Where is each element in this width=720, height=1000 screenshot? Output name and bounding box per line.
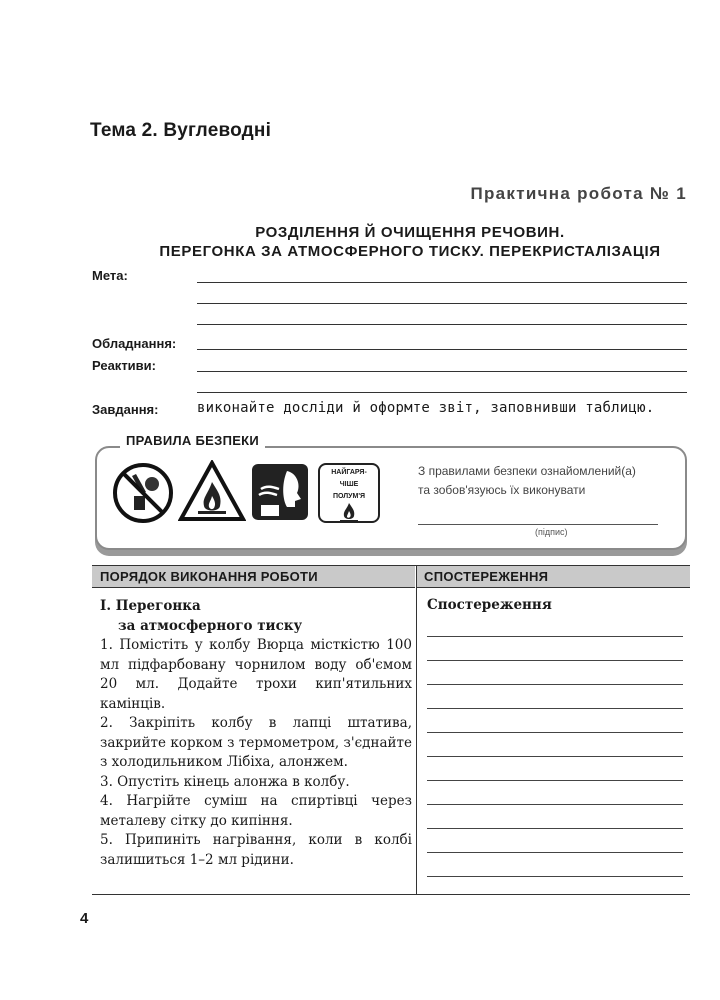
observation-line[interactable]: [427, 804, 683, 805]
step-item: 3. Опустіть кінець алонжа в колбу.: [100, 773, 350, 790]
observation-line[interactable]: [427, 636, 683, 637]
goal-line-2[interactable]: [197, 303, 687, 304]
page-number: 4: [80, 910, 89, 927]
goal-label: Мета:: [92, 268, 128, 283]
flame-sign-text-1: НАЙГАРЯ-: [331, 469, 367, 476]
equipment-label: Обладнання:: [92, 336, 177, 351]
table-bottom-border: [92, 894, 690, 895]
goal-line-1[interactable]: [197, 282, 687, 283]
signature-field[interactable]: [418, 524, 658, 525]
acknowledge-line-1: З правилами безпеки ознайомлений(а): [418, 464, 636, 478]
observation-line[interactable]: [427, 660, 683, 661]
acknowledge-line-2: та зобов'язуюсь їх виконувати: [418, 483, 586, 497]
smell-carefully-icon: [251, 463, 309, 521]
observation-line[interactable]: [427, 756, 683, 757]
topic-title: Тема 2. Вуглеводні: [90, 120, 272, 141]
goal-line-3[interactable]: [197, 324, 687, 325]
task-label: Завдання:: [92, 402, 159, 417]
reagents-line-1[interactable]: [197, 371, 687, 372]
no-eating-icon: [112, 462, 174, 524]
observation-line[interactable]: [427, 708, 683, 709]
flame-sign-text-3: ПОЛУМ'Я: [332, 493, 366, 500]
flame-icon: [337, 501, 361, 523]
observation-line[interactable]: [427, 876, 683, 877]
observation-line[interactable]: [427, 780, 683, 781]
section-subtitle: за атмосферного тиску: [118, 617, 303, 634]
observation-line[interactable]: [427, 732, 683, 733]
observation-line[interactable]: [427, 684, 683, 685]
observation-line[interactable]: [427, 852, 683, 853]
equipment-line[interactable]: [197, 349, 687, 350]
observations-column-header: СПОСТЕРЕЖЕННЯ: [416, 566, 690, 588]
step-item: 2. Закріпіть колбу в лапці штатива, закрийте корком з термометром, з'єднайте з холодильником Лібіха, алонжем.: [100, 715, 412, 770]
work-title-line1: РОЗДІЛЕННЯ Й ОЧИЩЕННЯ РЕЧОВИН.: [255, 224, 565, 241]
safety-rules-title: ПРАВИЛА БЕЗПЕКИ: [120, 433, 265, 448]
reagents-label: Реактиви:: [92, 358, 156, 373]
work-title-line2: ПЕРЕГОНКА ЗА АТМОСФЕРНОГО ТИСКУ. ПЕРЕКРИСТАЛІЗАЦІЯ: [159, 243, 661, 260]
section-title: І. Перегонка: [100, 598, 201, 614]
practical-work-number: Практична робота № 1: [470, 184, 687, 203]
procedure-column-header: ПОРЯДОК ВИКОНАННЯ РОБОТИ: [92, 566, 415, 588]
step-item: 1. Помістіть у колбу Вюрца місткістю 100 мл підфарбовану чорнилом воду об'ємом 20 мл. Додайте трохи кип'ятильних камінців.: [100, 637, 412, 712]
observation-line[interactable]: [427, 828, 683, 829]
flame-warning-sign: [318, 463, 380, 523]
safety-acknowledgement: [418, 462, 658, 500]
table-column-divider: [416, 565, 417, 895]
flammable-warning-icon: [178, 460, 246, 522]
task-text: виконайте досліди й оформте звіт, заповнивши таблицю.: [197, 400, 655, 416]
signature-label: (підпис): [535, 527, 568, 537]
reagents-line-2[interactable]: [197, 392, 687, 393]
flame-sign-text-2: ЧІШЕ: [339, 481, 359, 488]
observations-title: Спостереження: [427, 597, 552, 613]
step-item: 5. Припиніть нагрівання, коли в колбі залишиться 1–2 мл рідини.: [100, 832, 412, 868]
step-item: 4. Нагрійте суміш на спиртівці через металеву сітку до кипіння.: [100, 793, 412, 829]
procedure-steps: [100, 597, 412, 870]
